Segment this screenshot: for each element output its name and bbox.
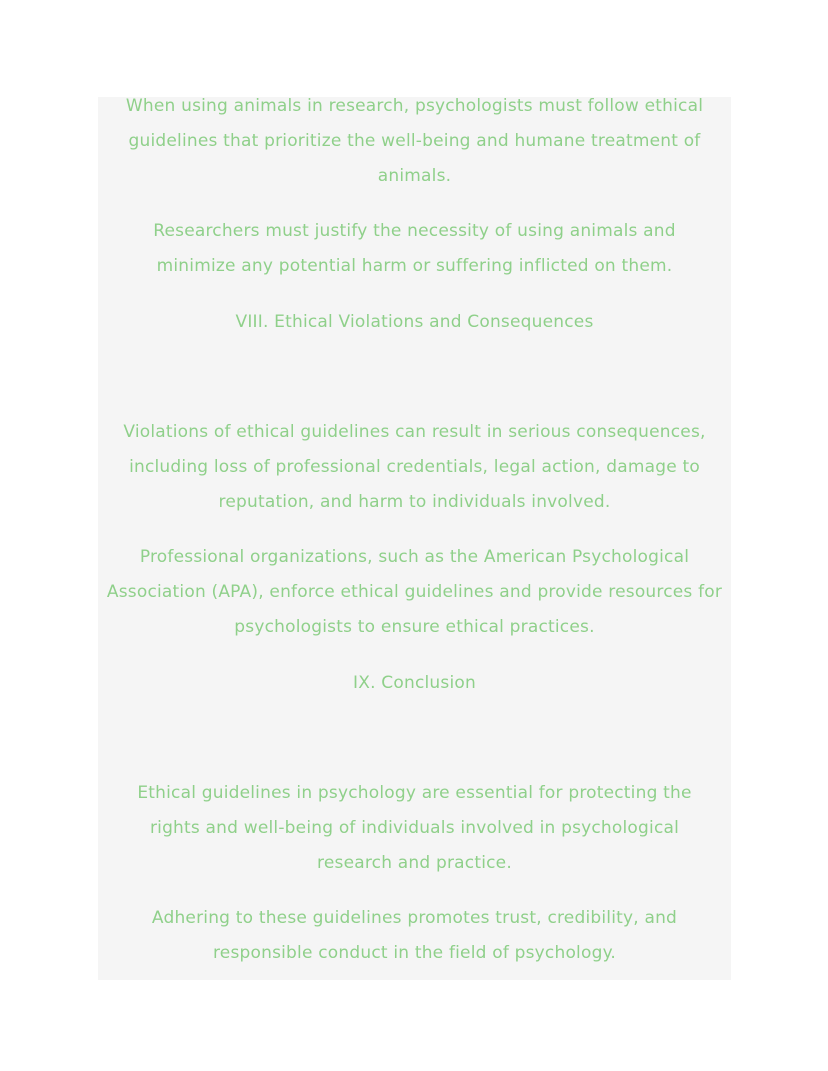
heading-section-ix: IX. Conclusion bbox=[353, 673, 476, 693]
paragraph-conclusion-trust: Adhering to these guidelines promotes trust, credibility, and responsible conduct in the field of psychology. bbox=[151, 908, 678, 963]
heading-section-viii: VIII. Ethical Violations and Consequences bbox=[235, 312, 594, 332]
paragraph-justify-necessity: Researchers must justify the necessity of using animals and minimize any potential harm or suffering inflicted on them. bbox=[153, 221, 676, 276]
paragraph-violations: Violations of ethical guidelines can result in serious consequences, including loss of professional credentials, legal action, damage to reputation, and harm to individuals involved. bbox=[123, 422, 706, 512]
paragraph-organizations: Professional organizations, such as the American Psychological Association (APA), enforce ethical guidelines and provide resources for psychologists to ensure ethical practices. bbox=[106, 547, 723, 637]
paragraph-animal-research: When using animals in research, psychologists must follow ethical guidelines that prioritize the well-being and humane treatment of animals. bbox=[125, 96, 704, 186]
paragraph-conclusion-essential: Ethical guidelines in psychology are essential for protecting the rights and well-being of individuals involved in psychological research and practice. bbox=[137, 783, 692, 873]
